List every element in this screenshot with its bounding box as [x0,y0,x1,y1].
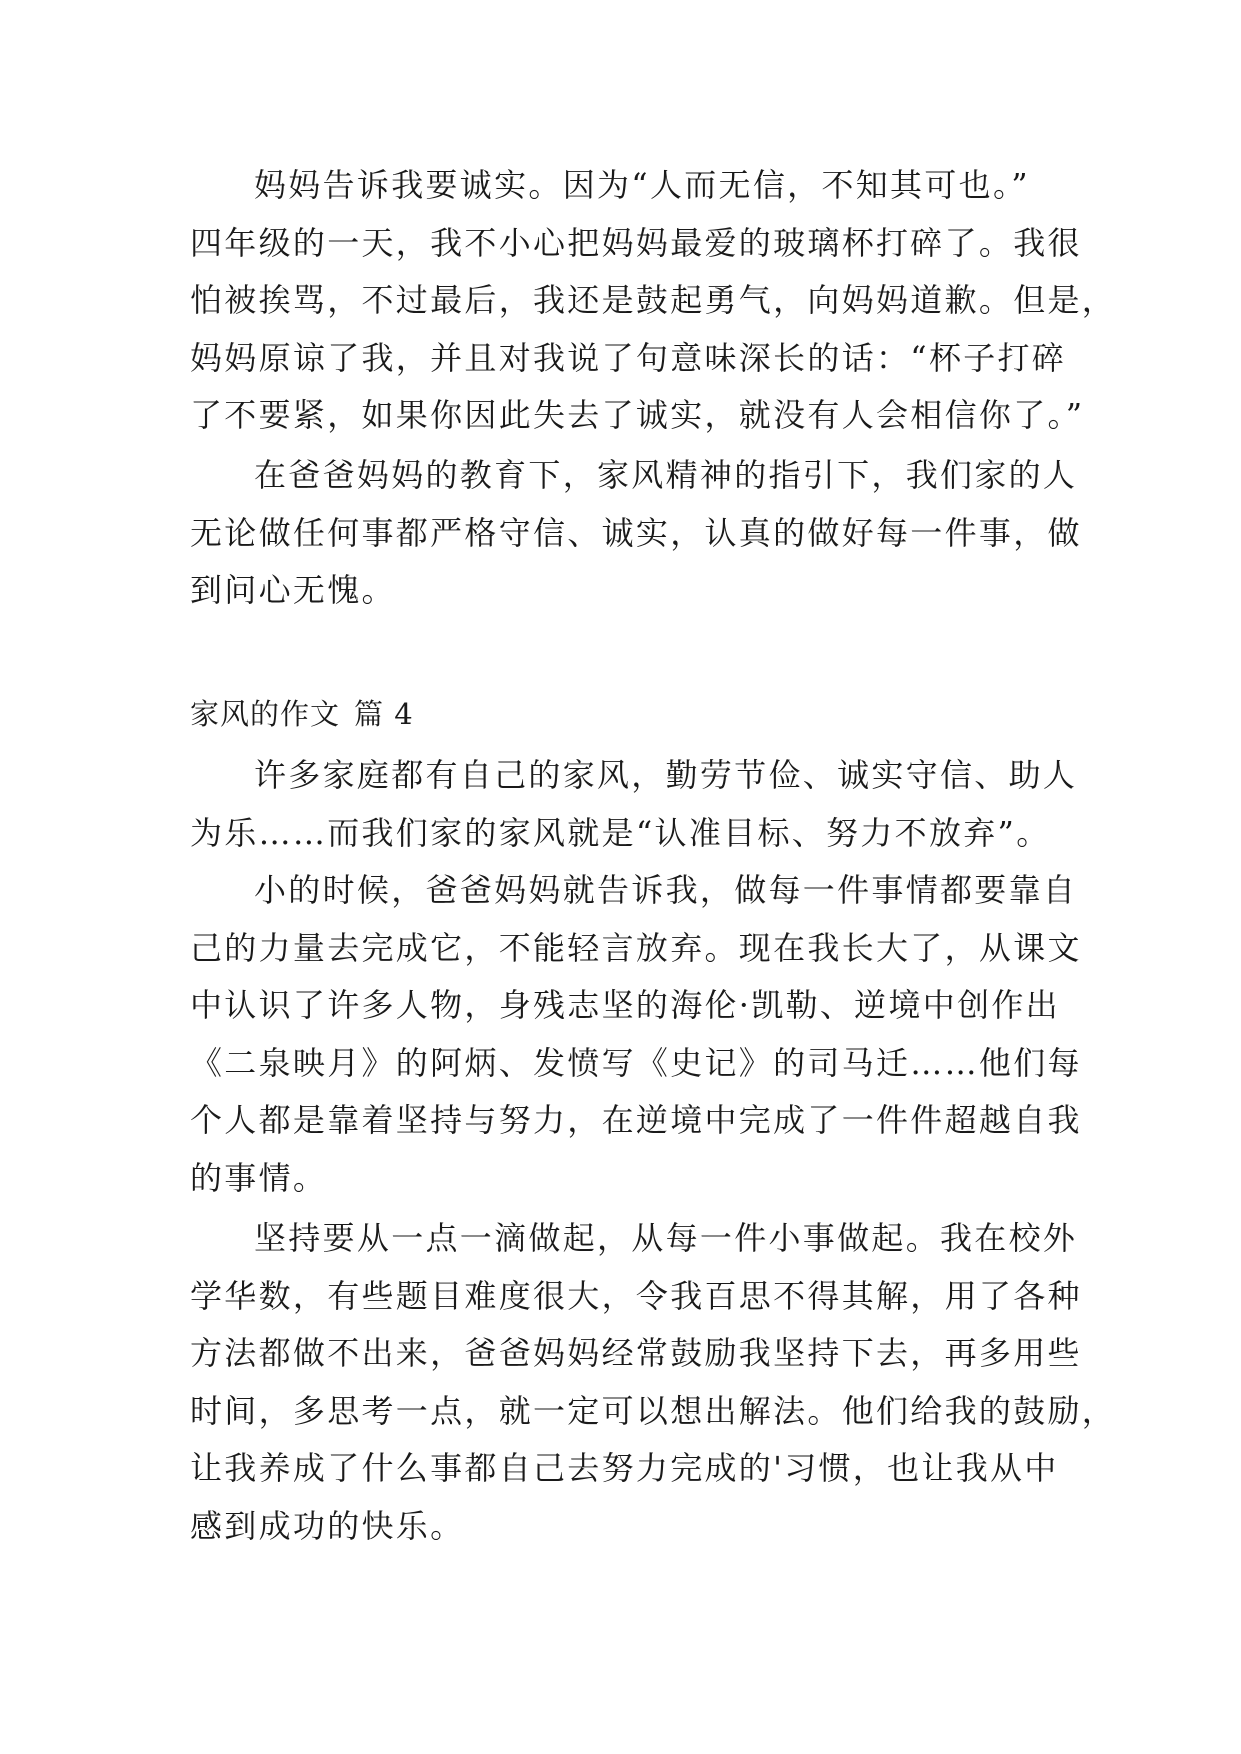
paragraph-1 [190,157,1117,445]
paragraph-line: 无论做任何事都严格守信、诚实，认真的做好每一件事，做 [190,513,1082,552]
heading-number: 篇 4 [354,697,414,731]
paragraph-2 [190,447,1082,620]
paragraph-line: 在爸爸妈妈的教育下，家风精神的指引下，我们家的人 [254,456,1078,494]
paragraph-line: 学华数，有些题目难度很大，令我百思不得其解，用了各种 [190,1276,1082,1315]
heading-title: 家风的作文 [190,697,341,731]
paragraph-line: 怕被挨骂，不过最后，我还是鼓起勇气，向妈妈道歉。但是， [190,281,1117,319]
paragraph-4 [190,862,1082,1207]
paragraph-line: 坚持要从一点一滴做起，从每一件小事做起。我在校外 [254,1219,1078,1257]
paragraph-line: 妈妈告诉我要诚实。因为“人而无信，不知其可也。” [254,166,1030,204]
paragraph-line: 小的时候，爸爸妈妈就告诉我，做每一件事情都要靠自 [254,871,1078,909]
paragraph-line: 的事情。 [190,1158,328,1197]
paragraph-line: 妈妈原谅了我，并且对我说了句意味深长的话：“杯子打碎 [190,338,1067,377]
paragraph-line: 方法都做不出来，爸爸妈妈经常鼓励我坚持下去，再多用些 [190,1334,1082,1372]
paragraph-5 [190,1210,1117,1555]
paragraph-line: 到问心无愧。 [190,571,396,609]
paragraph-line: 许多家庭都有自己的家风，勤劳节俭、诚实守信、助人 [254,756,1078,794]
paragraph-line: 了不要紧，如果你因此失去了诚实，就没有人会相信你了。” [190,396,1085,434]
paragraph-line: 时间，多思考一点，就一定可以想出解法。他们给我的鼓励， [190,1391,1117,1430]
paragraph-line: 《二泉映月》的阿炳、发愤写《史记》的司马迁……他们每 [190,1043,1082,1082]
paragraph-line: 让我养成了什么事都自己去努力完成的'习惯，也让我从中 [190,1449,1059,1487]
paragraph-line: 感到成功的快乐。 [190,1506,465,1545]
paragraph-3 [190,747,1078,862]
section-heading [190,694,414,734]
paragraph-line: 四年级的一天，我不小心把妈妈最爱的玻璃杯打碎了。我很 [190,223,1082,262]
paragraph-line: 中认识了许多人物，身残志坚的海伦·凯勒、逆境中创作出 [190,986,1060,1024]
paragraph-line: 己的力量去完成它，不能轻言放弃。现在我长大了，从课文 [190,928,1082,967]
paragraph-line: 为乐……而我们家的家风就是“认准目标、努力不放弃”。 [190,813,1051,852]
paragraph-line: 个人都是靠着坚持与努力，在逆境中完成了一件件超越自我 [190,1101,1082,1139]
